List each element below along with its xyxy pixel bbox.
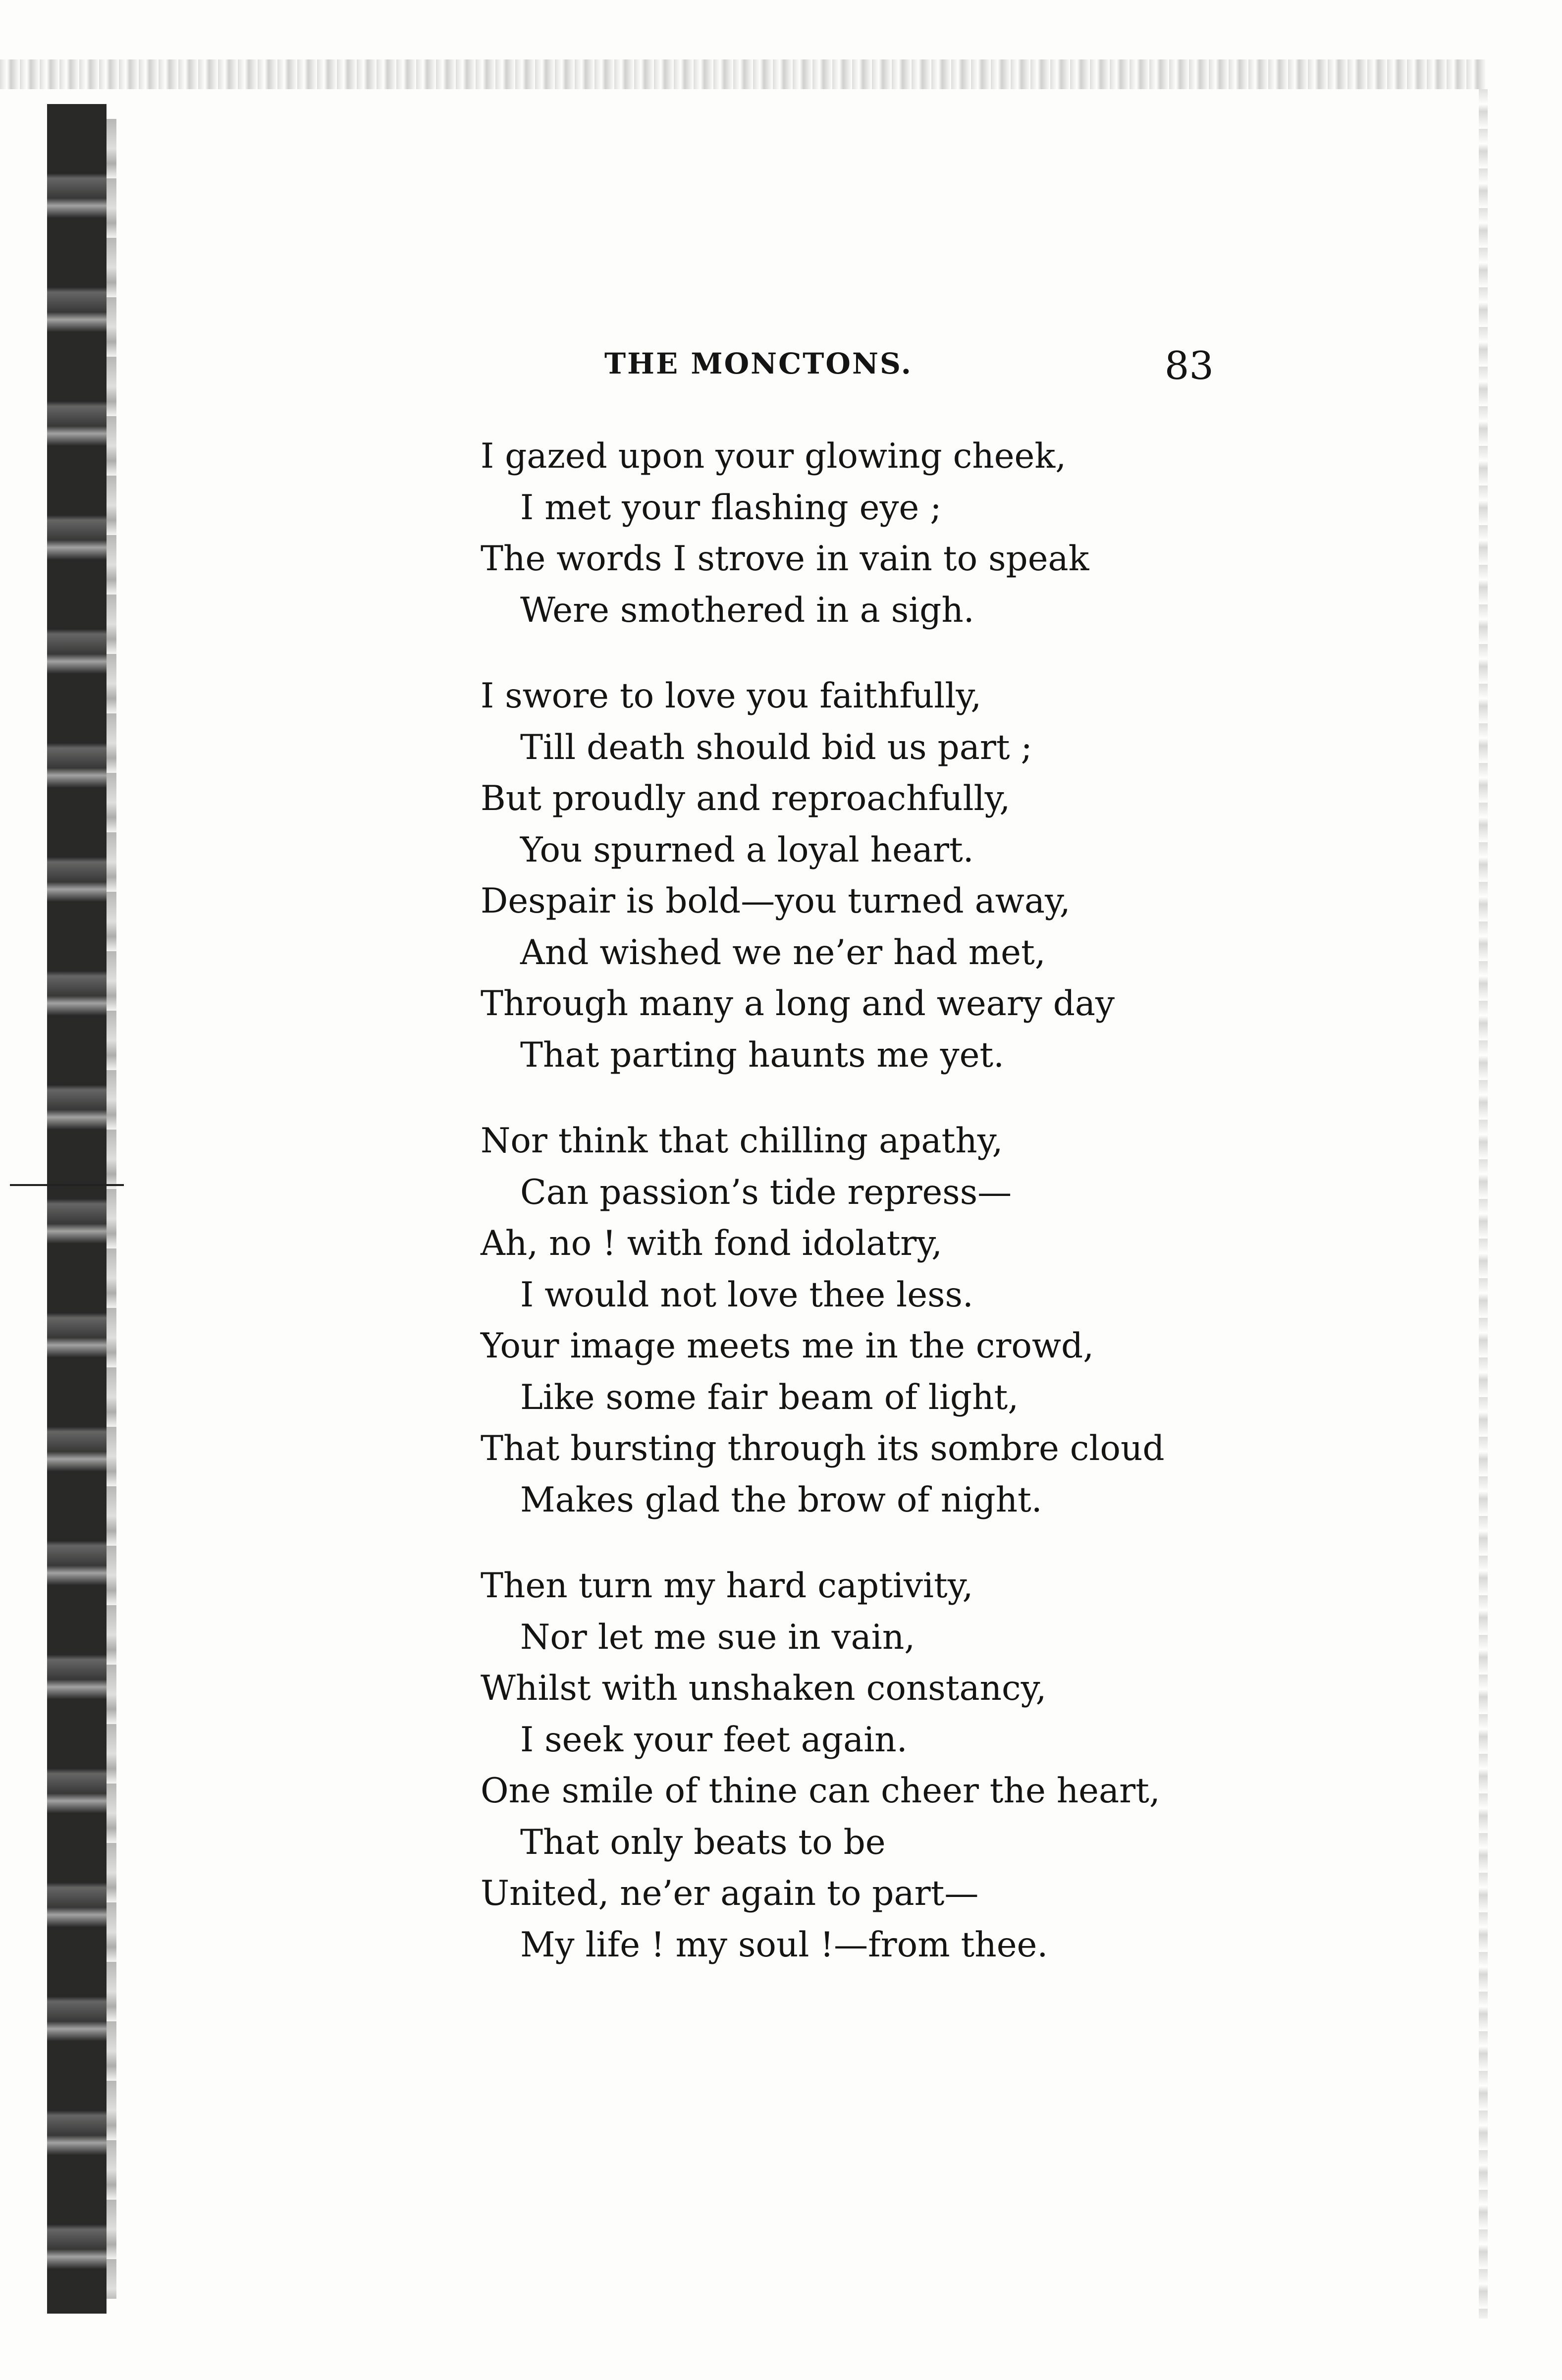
scan-binding-shadow — [47, 104, 107, 2314]
poem-line: Then turn my hard captivity, — [481, 1566, 973, 1606]
poem-line: Whilst with unshaken constancy, — [481, 1669, 1047, 1708]
poem-line: That bursting through its sombre cloud — [481, 1429, 1165, 1468]
poem-line: I swore to love you faithfully, — [481, 676, 982, 716]
poem-line: You spurned a loyal heart. — [520, 830, 974, 870]
scan-top-edge — [0, 59, 1486, 89]
poem-line: Like some fair beam of light, — [520, 1377, 1019, 1417]
poem-line: But proudly and reproachfully, — [481, 779, 1011, 818]
poem-line: I would not love thee less. — [520, 1275, 973, 1315]
poem-line: Through many a long and weary day — [481, 984, 1115, 1024]
scan-binding-noise — [107, 119, 116, 2299]
page-number: 83 — [1164, 344, 1214, 388]
poem-line: Makes glad the brow of night. — [520, 1480, 1042, 1520]
poem-line: Your image meets me in the crowd, — [481, 1326, 1094, 1366]
poem-line: I met your flashing eye ; — [520, 487, 942, 528]
poem-line: I seek your feet again. — [520, 1720, 908, 1760]
poem-line: Till death should bid us part ; — [520, 727, 1032, 767]
stanza — [481, 1116, 1224, 1526]
poem-line: Ah, no ! with fond idolatry, — [481, 1224, 943, 1263]
poem-line: Can passion’s tide repress— — [520, 1172, 1012, 1212]
poem-line: One smile of thine can cheer the heart, — [481, 1771, 1160, 1811]
stanza — [481, 431, 1224, 636]
stanza — [481, 1561, 1224, 1971]
poem-line: I gazed upon your glowing cheek, — [481, 436, 1067, 476]
poem-line: The words I strove in vain to speak — [481, 539, 1089, 579]
poem-line: And wished we ne’er had met, — [520, 932, 1046, 973]
poem-line: Despair is bold—you turned away, — [481, 881, 1071, 921]
poem-line: United, ne’er again to part— — [481, 1874, 979, 1913]
poem-line: Nor think that chilling apathy, — [481, 1121, 1003, 1161]
poem-line: Were smothered in a sigh. — [520, 590, 974, 630]
scan-right-edge — [1479, 89, 1488, 2319]
poem-line: Nor let me sue in vain, — [520, 1617, 916, 1657]
poem-line: That parting haunts me yet. — [520, 1035, 1005, 1075]
running-head — [604, 344, 1214, 391]
poem-body — [481, 431, 1224, 2005]
running-title: THE MONCTONS. — [604, 347, 913, 380]
stanza — [481, 671, 1224, 1081]
poem-line: That only beats to be — [520, 1822, 886, 1862]
scan-stray-mark — [10, 1184, 124, 1186]
poem-line: My life ! my soul !—from thee. — [520, 1925, 1048, 1965]
